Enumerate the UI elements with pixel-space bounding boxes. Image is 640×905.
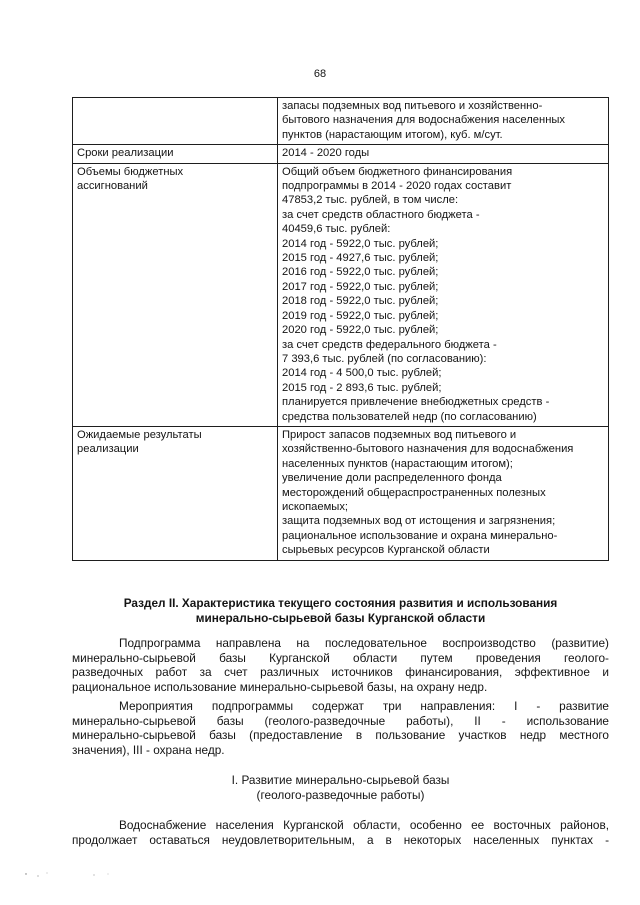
paragraph-line: минерально-сырьевой базы (геолого-разведочные работы), II - использование bbox=[72, 713, 609, 728]
table-cell-value bbox=[278, 98, 609, 145]
cell-line: 2016 год - 5922,0 тыс. рублей; bbox=[282, 266, 439, 279]
table-cell-label bbox=[73, 98, 278, 145]
paragraph-line: Мероприятия подпрограммы содержат три направления: I - развитие bbox=[119, 699, 609, 713]
paragraph-1 bbox=[72, 636, 609, 694]
table-cell-value bbox=[278, 163, 609, 426]
cell-line: планируется привлечение внебюджетных средств - bbox=[282, 396, 550, 409]
cell-line: Объемы бюджетных bbox=[77, 165, 184, 178]
table-cell-label bbox=[73, 163, 278, 426]
page-number: 68 bbox=[313, 68, 327, 80]
cell-line: рациональное использование и охрана минерально- bbox=[282, 529, 558, 542]
paragraph-line: разведочных работ за счет различных источников финансирования, эффективное и bbox=[72, 665, 609, 680]
cell-line: ископаемых; bbox=[282, 500, 349, 513]
paragraph-line: продолжает оставаться неудовлетворительным, а в некоторых населенных пунктах - bbox=[72, 832, 609, 847]
cell-line: Ожидаемые результаты bbox=[77, 428, 202, 441]
cell-line: 7 393,6 тыс. рублей (по согласованию): bbox=[282, 352, 487, 365]
cell-line: подпрограммы в 2014 - 2020 годах составит bbox=[282, 180, 512, 193]
cell-line: реализации bbox=[77, 443, 139, 456]
paragraph-3 bbox=[72, 818, 609, 847]
passport-table bbox=[72, 97, 609, 561]
cell-line: населенных пунктов (нарастающим итогом); bbox=[282, 457, 513, 470]
cell-line: сырьевых ресурсов Курганской области bbox=[282, 544, 490, 557]
cell-line: 40459,6 тыс. рублей: bbox=[282, 223, 391, 236]
cell-line: защита подземных вод от истощения и загрязнения; bbox=[282, 515, 556, 528]
table-cell-value bbox=[278, 145, 609, 163]
cell-line: средства пользователей недр (по согласованию) bbox=[282, 410, 537, 423]
cell-line: 2020 год - 5922,0 тыс. рублей; bbox=[282, 324, 439, 337]
cell-line: Сроки реализации bbox=[77, 147, 174, 160]
cell-line: Прирост запасов подземных вод питьевого и bbox=[282, 428, 517, 441]
cell-line: ассигнований bbox=[77, 180, 148, 193]
section-heading-line: минерально-сырьевой базы Курганской области bbox=[195, 611, 486, 625]
table-row bbox=[73, 163, 609, 426]
table-cell-value bbox=[278, 426, 609, 560]
table-row bbox=[73, 98, 609, 145]
cell-line: 2014 год - 4 500,0 тыс. рублей; bbox=[282, 367, 442, 380]
table-row bbox=[73, 426, 609, 560]
paragraph-line: Подпрограмма направлена на последовательное воспроизводство (развитие) bbox=[119, 636, 609, 650]
cell-line: пунктов (нарастающим итогом), куб. м/сут. bbox=[282, 128, 503, 141]
cell-line: 2019 год - 5922,0 тыс. рублей; bbox=[282, 309, 439, 322]
table-row bbox=[73, 145, 609, 163]
cell-line: за счет средств федерального бюджета - bbox=[282, 338, 497, 351]
cell-line: Общий объем бюджетного финансирования bbox=[282, 165, 513, 178]
cell-line: месторождений общераспространенных полезных bbox=[282, 486, 546, 499]
cell-line: запасы подземных вод питьевого и хозяйственно- bbox=[282, 100, 543, 112]
cell-line: бытового назначения для водоснабжения населенных bbox=[282, 114, 566, 127]
cell-line: 2014 - 2020 годы bbox=[282, 147, 370, 160]
scan-noise bbox=[20, 868, 120, 880]
cell-line: 2018 год - 5922,0 тыс. рублей; bbox=[282, 295, 439, 308]
cell-line: 2015 год - 4927,6 тыс. рублей; bbox=[282, 252, 439, 265]
section-heading bbox=[72, 596, 609, 626]
table-cell-label bbox=[73, 426, 278, 560]
subsection-heading-line: (геолого-разведочные работы) bbox=[256, 788, 425, 802]
cell-line: 2015 год - 2 893,6 тыс. рублей; bbox=[282, 381, 442, 394]
paragraph-line: минерально-сырьевой базы (предоставление в пользование участков недр местного bbox=[72, 728, 609, 743]
paragraph-line: Водоснабжение населения Курганской области, особенно ее восточных районов, bbox=[119, 818, 609, 832]
cell-line: 47853,2 тыс. рублей, в том числе: bbox=[282, 194, 459, 207]
cell-line: хозяйственно-бытового назначения для водоснабжения bbox=[282, 443, 574, 456]
cell-line: увеличение доли распределенного фонда bbox=[282, 472, 502, 485]
paragraph-line: рациональное использование минерально-сырьевой базы, на охрану недр. bbox=[72, 679, 488, 694]
subsection-heading-line: I. Развитие минерально-сырьевой базы bbox=[231, 773, 450, 787]
cell-line: за счет средств областного бюджета - bbox=[282, 208, 480, 221]
cell-line: 2017 год - 5922,0 тыс. рублей; bbox=[282, 280, 439, 293]
subsection-heading bbox=[72, 773, 609, 803]
table-cell-label bbox=[73, 145, 278, 163]
cell-line: 2014 год - 5922,0 тыс. рублей; bbox=[282, 237, 439, 250]
paragraph-line: минерально-сырьевой базы Курганской области путем проведения геолого- bbox=[72, 650, 609, 665]
paragraph-line: значения), III - охрана недр. bbox=[72, 742, 225, 757]
section-heading-line: Раздел II. Характеристика текущего состояния развития и использования bbox=[123, 596, 558, 610]
paragraph-2 bbox=[72, 699, 609, 757]
